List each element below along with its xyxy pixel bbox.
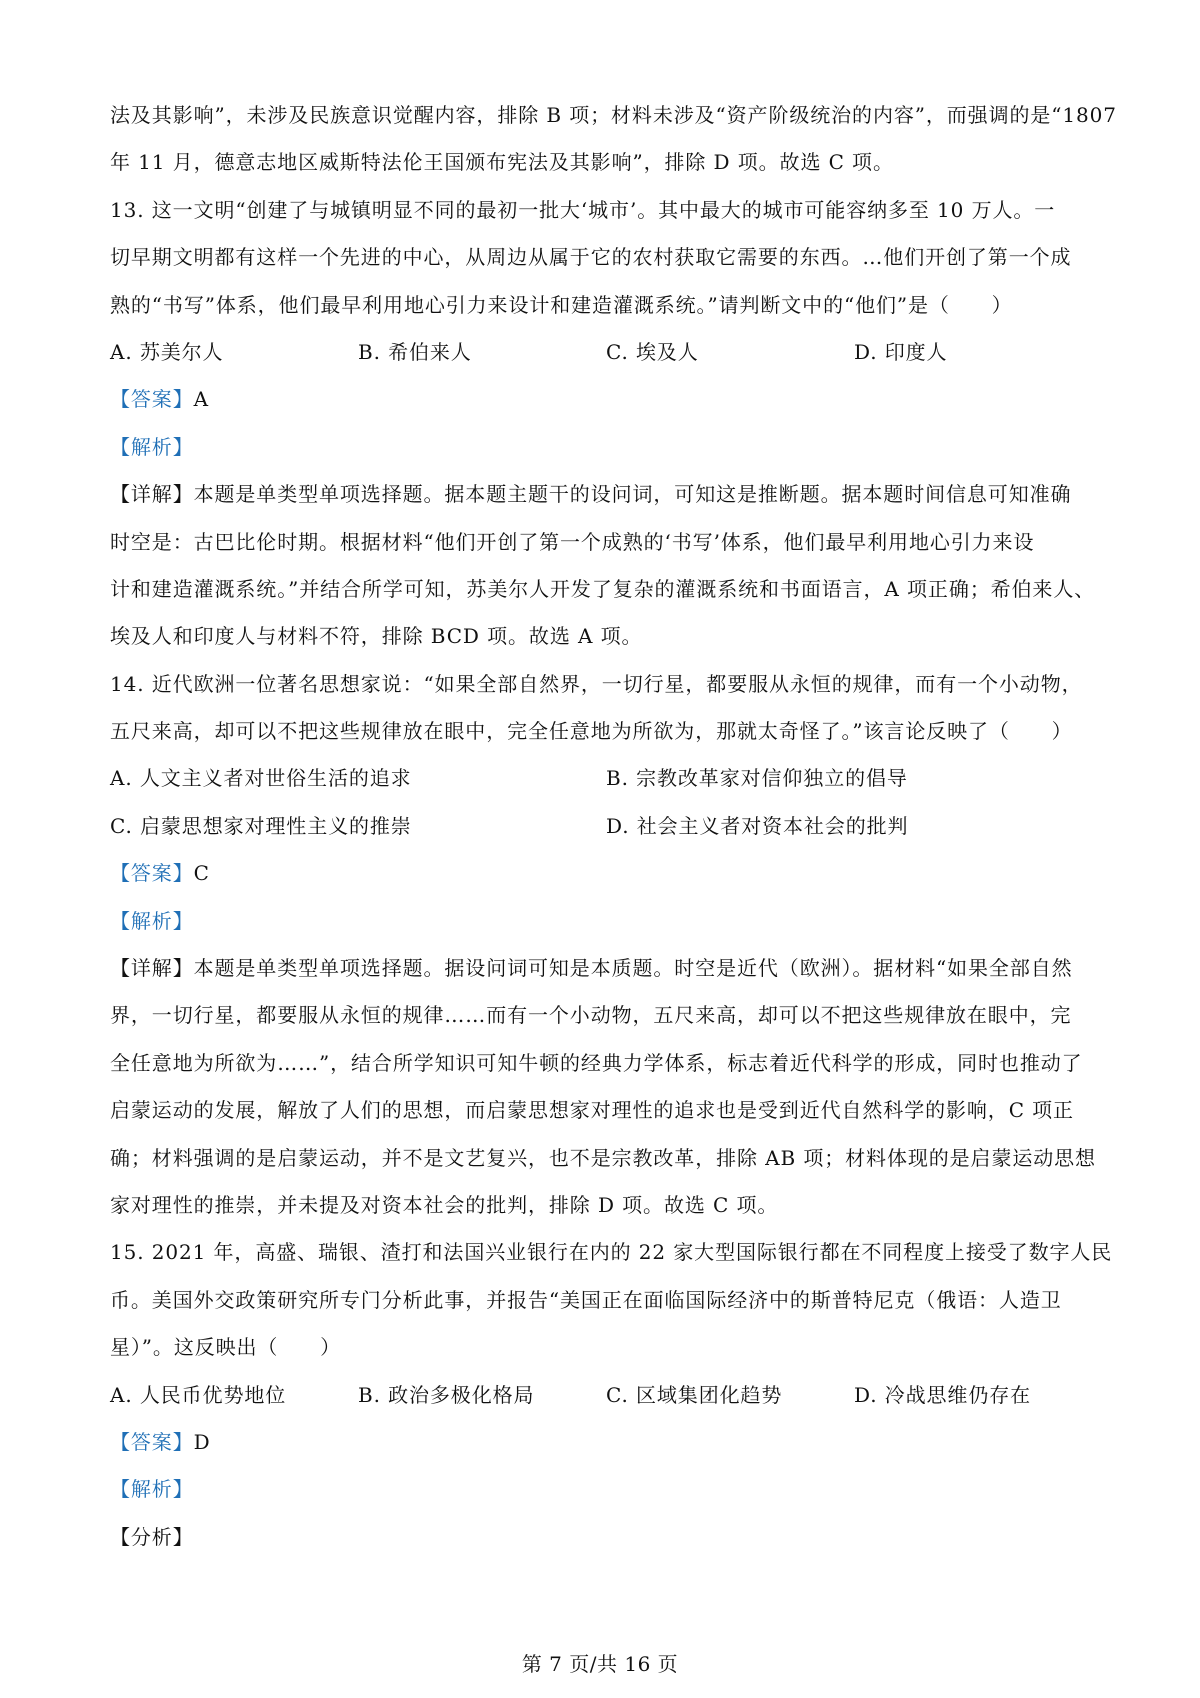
q15-option-d: D. 冷战思维仍存在 bbox=[854, 1382, 1032, 1407]
fenxi-label: 【分析】 bbox=[110, 1524, 194, 1549]
q14-detail-line: 确；材料强调的是启蒙运动，并不是文艺复兴，也不是宗教改革，排除 AB 项；材料体现的是启蒙运动思想 bbox=[110, 1145, 1096, 1170]
q14-detail-line: 全任意地为所欲为……”，结合所学知识可知牛顿的经典力学体系，标志着近代科学的形成，同时也推动了 bbox=[110, 1050, 1083, 1075]
q14-detail-line: 界，一切行星，都要服从永恒的规律……而有一个小动物，五尺来高，却可以不把这些规律放在眼中，完 bbox=[110, 1003, 1072, 1028]
q15-answer-value: D bbox=[193, 1429, 211, 1454]
q14-options-row bbox=[110, 755, 1102, 802]
q14-detail-text: 本题是单类型单项选择题。据设问词可知是本质题。时空是近代（欧洲）。据材料“如果全部自然 bbox=[193, 956, 1073, 981]
q14-options-row bbox=[110, 803, 1102, 850]
page-number: 第 7 页/共 16 页 bbox=[521, 1652, 679, 1676]
q15-analysis bbox=[110, 1466, 1102, 1513]
detail-label: 【详解】 bbox=[110, 482, 194, 507]
q14-option-d: D. 社会主义者对资本社会的批判 bbox=[606, 813, 909, 838]
q13-option-c: C. 埃及人 bbox=[606, 339, 699, 364]
q14-option-b: B. 宗教改革家对信仰独立的倡导 bbox=[606, 766, 908, 791]
q15-fenxi bbox=[110, 1514, 1102, 1561]
q15-answer bbox=[110, 1419, 1102, 1466]
q13-answer-value: A bbox=[193, 387, 209, 412]
q15-option-c: C. 区域集团化趋势 bbox=[606, 1382, 783, 1407]
detail-label: 【详解】 bbox=[110, 956, 194, 981]
q15-options bbox=[110, 1372, 1102, 1419]
q15-stem-line: 币。美国外交政策研究所专门分析此事，并报告“美国正在面临国际经济中的斯普特尼克（俄语：人造卫 bbox=[110, 1287, 1062, 1312]
analysis-label: 【解析】 bbox=[110, 434, 194, 459]
q14-detail-line: 家对理性的推崇，并未提及对资本社会的批判，排除 D 项。故选 C 项。 bbox=[110, 1192, 779, 1217]
q13-detail-line: 时空是：古巴比伦时期。根据材料“他们开创了第一个成熟的‘书写’体系，他们最早利用地心引力来设 bbox=[110, 529, 1035, 554]
analysis-label: 【解析】 bbox=[110, 1477, 194, 1502]
analysis-label: 【解析】 bbox=[110, 908, 194, 933]
q14-stem-line: 五尺来高，却可以不把这些规律放在眼中，完全任意地为所欲为，那就太奇怪了。”该言论反映了（ ） bbox=[110, 719, 1073, 744]
q15-stem-line: 星）”。这反映出（ ） bbox=[110, 1335, 342, 1360]
q14-analysis bbox=[110, 898, 1102, 945]
q14-option-c: C. 启蒙思想家对理性主义的推崇 bbox=[110, 813, 412, 838]
answer-label: 【答案】 bbox=[110, 1429, 194, 1454]
q15-option-a: A. 人民币优势地位 bbox=[110, 1382, 287, 1407]
q14-answer bbox=[110, 850, 1102, 897]
answer-label: 【答案】 bbox=[110, 387, 194, 412]
answer-label: 【答案】 bbox=[110, 861, 194, 886]
q14-detail-line: 启蒙运动的发展，解放了人们的思想，而启蒙思想家对理性的追求也是受到近代自然科学的影响，C 项正 bbox=[110, 1098, 1074, 1123]
q13-detail-text: 本题是单类型单项选择题。据本题主题干的设问词，可知这是推断题。据本题时间信息可知准确 bbox=[193, 482, 1072, 507]
q13-options bbox=[110, 329, 1102, 376]
q13-stem-line: 13. 这一文明“创建了与城镇明显不同的最初一批大‘城市’。其中最大的城市可能容纳多至 10 万人。一 bbox=[110, 197, 1056, 222]
q13-option-b: B. 希伯来人 bbox=[358, 339, 472, 364]
q13-detail-line: 埃及人和印度人与材料不符，排除 BCD 项。故选 A 项。 bbox=[110, 624, 643, 649]
document-page bbox=[110, 92, 1117, 1561]
q15-option-b: B. 政治多极化格局 bbox=[358, 1382, 535, 1407]
q14-stem-line: 14. 近代欧洲一位著名思想家说：“如果全部自然界，一切行星，都要服从永恒的规律，而有一个小动物， bbox=[110, 671, 1083, 696]
q13-option-d: D. 印度人 bbox=[854, 339, 948, 364]
q14-option-a: A. 人文主义者对世俗生活的追求 bbox=[110, 766, 412, 791]
q13-detail-line bbox=[110, 471, 1102, 518]
intro-line: 年 11 月，德意志地区威斯特法伦王国颁布宪法及其影响”，排除 D 项。故选 C 项。 bbox=[110, 150, 894, 175]
q15-stem-line: 15. 2021 年，高盛、瑞银、渣打和法国兴业银行在内的 22 家大型国际银行都在不同程度上接受了数字人民 bbox=[110, 1240, 1113, 1265]
q13-detail-line: 计和建造灌溉系统。”并结合所学可知，苏美尔人开发了复杂的灌溉系统和书面语言，A 项正确；希伯来人、 bbox=[110, 576, 1096, 601]
q14-detail-line bbox=[110, 945, 1102, 992]
q13-answer bbox=[110, 376, 1102, 423]
q14-answer-value: C bbox=[193, 861, 210, 886]
q13-analysis bbox=[110, 424, 1102, 471]
q13-option-a: A. 苏美尔人 bbox=[110, 339, 224, 364]
q13-stem-line: 熟的“书写”体系，他们最早利用地心引力来设计和建造灌溉系统。”请判断文中的“他们”是（ ） bbox=[110, 292, 1013, 317]
q13-stem-line: 切早期文明都有这样一个先进的中心，从周边从属于它的农村获取它需要的东西。…他们开创了第一个成 bbox=[110, 245, 1072, 270]
intro-line: 法及其影响”，未涉及民族意识觉醒内容，排除 B 项；材料未涉及“资产阶级统治的内容”，而强调的是“1807 bbox=[110, 103, 1117, 127]
